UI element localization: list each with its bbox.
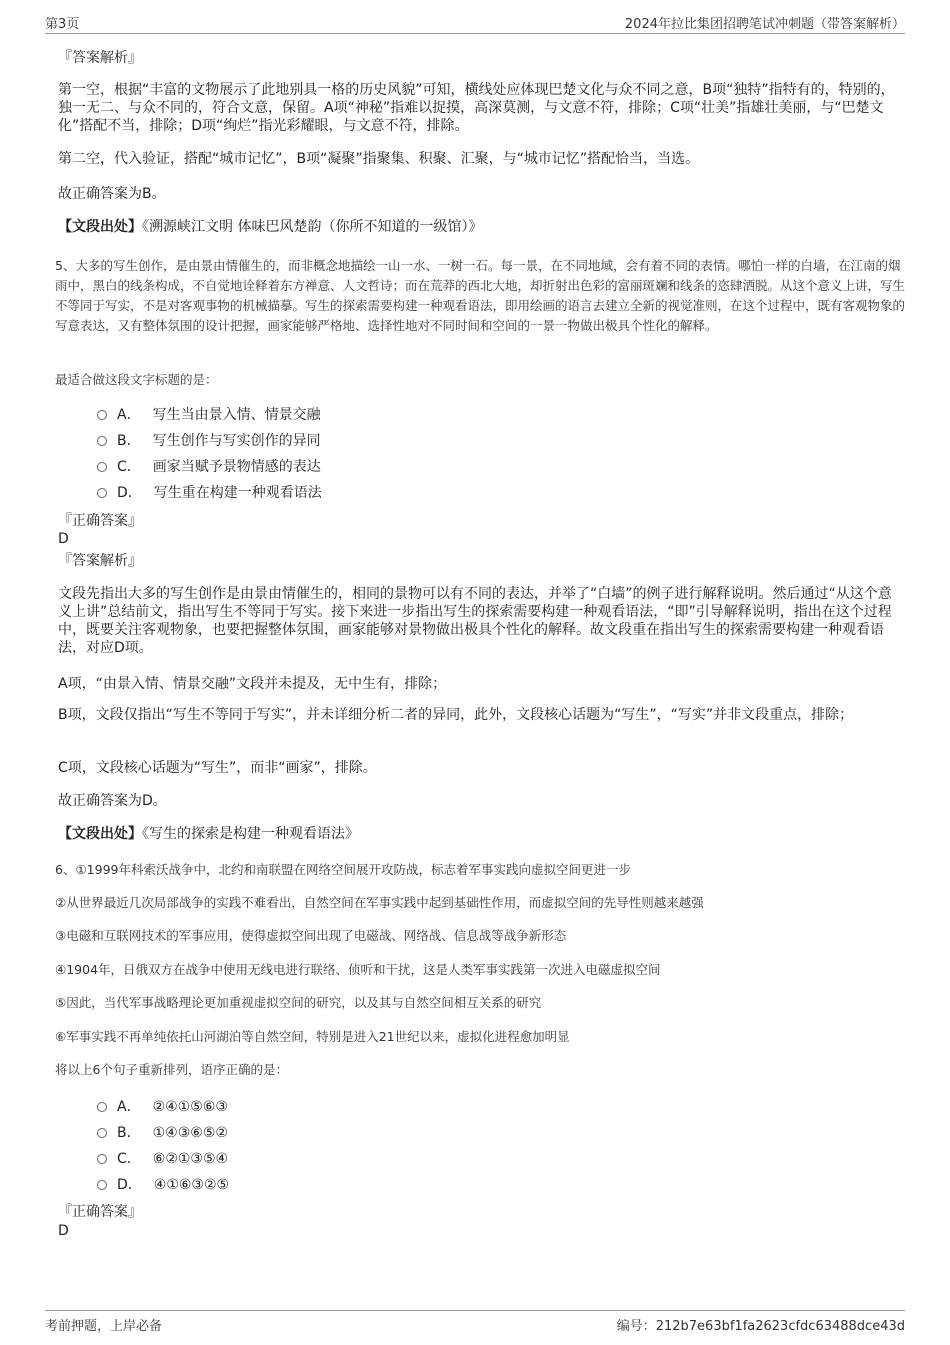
radio-icon[interactable]	[97, 488, 107, 498]
q6-sentence-5: ⑤因此，当代军事战略理论更加重视虚拟空间的研究，以及其与自然空间相互关系的研究	[55, 995, 542, 1010]
q6-sentence-3: ③电磁和互联网技术的军事应用，使得虚拟空间出现了电磁战、网络战、信息战等战争新形态	[55, 928, 567, 943]
page-header	[45, 13, 905, 34]
page-number: 第3页	[45, 17, 80, 32]
radio-icon[interactable]	[97, 1180, 107, 1190]
radio-icon[interactable]	[97, 462, 107, 472]
q5-option-c[interactable]: C． 画家当赋予景物情感的表达	[97, 458, 321, 476]
q6-sentence-1: 6、①1999年科索沃战争中，北约和南联盟在网络空间展开攻防战，标志着军事实践向虚拟空间更进一步	[55, 862, 631, 877]
q5-analysis-label: 『答案解析』	[58, 553, 142, 569]
q6-option-c[interactable]: C． ⑥②①③⑤④	[97, 1150, 228, 1168]
radio-icon[interactable]	[97, 1102, 107, 1112]
radio-icon[interactable]	[97, 1154, 107, 1164]
q4-conclusion: 故正确答案为B。	[58, 186, 166, 202]
q5-analysis-p1: 文段先指出大多的写生创作是由景由情催生的，相同的景物可以有不同的表达，并举了“白墙”的例子进行解释说明。然后通过“从这个意义上讲”总结前文，指出写生不等同于写实。接下来进一步指出写生的探索需要构建一种观看语法，“即”引导解释说明，指出在这个过程中，既要关注客观物象，也要把握整体氛围，画家能够对景物做出极具个性化的解释。故文段重在指出写生的探索需要构建一种观看语法，对应D项。	[58, 586, 892, 656]
q6-answer: D	[58, 1223, 69, 1239]
q5-analysis-a: A项，“由景入情、情景交融”文段并未提及，无中生有，排除；	[58, 676, 447, 692]
q4-source-label: 【文段出处】	[58, 219, 142, 235]
q5-analysis-c: C项，文段核心话题为“写生”，而非“画家”，排除。	[58, 760, 377, 776]
q6-answer-label: 『正确答案』	[58, 1204, 142, 1220]
q4-analysis-label: 『答案解析』	[58, 50, 142, 66]
document-title: 2024年拉比集团招聘笔试冲刺题（带答案解析）	[624, 17, 905, 32]
q4-analysis-p1: 第一空，根据“丰富的文物展示了此地别具一格的历史风貌”可知，横线处应体现巴楚文化与众不同之意，B项“独特”指特有的，特别的，独一无二、与众不同的，符合文意，保留。A项“神秘”指难以捉摸，高深莫测，与文意不符，排除；C项“壮美”指雄壮美丽，与“巴楚文化”搭配不当，排除；D项“绚烂”指光彩耀眼，与文意不符，排除。	[58, 82, 895, 134]
q5-source-label: 【文段出处】	[58, 826, 142, 842]
page-footer	[45, 1310, 905, 1336]
q4-analysis-p2: 第二空，代入验证，搭配“城市记忆”，B项“凝聚”指聚集、积聚、汇聚，与“城市记忆”搭配恰当，当选。	[58, 151, 700, 167]
q6-question: 将以上6个句子重新排列，语序正确的是：	[55, 1062, 288, 1077]
q4-source	[58, 218, 482, 236]
q6-option-d[interactable]: D． ④①⑥③②⑤	[97, 1176, 229, 1194]
radio-icon[interactable]	[97, 410, 107, 420]
radio-icon[interactable]	[97, 436, 107, 446]
q6-option-b[interactable]: B． ①④③⑥⑤②	[97, 1124, 228, 1142]
radio-icon[interactable]	[97, 1128, 107, 1138]
q5-answer: D	[58, 531, 69, 547]
q6-sentence-4: ④1904年，日俄双方在战争中使用无线电进行联络、侦听和干扰，这是人类军事实践第一次进入电磁虚拟空间	[55, 962, 661, 977]
q5-option-d[interactable]: D． 写生重在构建一种观看语法	[97, 484, 322, 502]
q6-option-a[interactable]: A． ②④①⑤⑥③	[97, 1098, 228, 1116]
q5-analysis-b: B项，文段仅指出“写生不等同于写实”，并未详细分析二者的异同，此外，文段核心话题为“写生”，“写实”并非文段重点，排除；	[58, 707, 854, 723]
q4-source-text: 《溯源峡江文明 体味巴风楚韵（你所不知道的一级馆）》	[142, 219, 483, 235]
q5-option-b[interactable]: B． 写生创作与写实创作的异同	[97, 432, 321, 450]
q5-option-a[interactable]: A． 写生当由景入情、情景交融	[97, 406, 321, 424]
q6-sentence-6: ⑥军事实践不再单纯依托山河湖泊等自然空间，特别是进入21世纪以来，虚拟化进程愈加明显	[55, 1029, 570, 1044]
q5-answer-label: 『正确答案』	[58, 513, 142, 529]
q5-source-text: 《写生的探索是构建一种观看语法》	[142, 826, 359, 842]
q6-sentence-2: ②从世界最近几次局部战争的实践不难看出，自然空间在军事实践中起到基础性作用，而虚拟空间的先导性则越来越强	[55, 895, 704, 910]
q5-conclusion: 故正确答案为D。	[58, 793, 167, 809]
q5-stem: 5、大多的写生创作，是由景由情催生的，而非概念地描绘一山一水、一树一石。每一景，在不同地域，会有着不同的表情。哪怕一样的白墙，在江南的烟雨中，黑白的线条构成，不自觉地诠释着东方禅意、人文哲诗；而在荒莽的西北大地，却折射出色彩的富丽斑斓和线条的恣肆洒脱。从这个意义上讲，写生不等同于写实，不是对客观事物的机械描摹。写生的探索需要构建一种观看语法，即用绘画的语言去建立全新的视觉准则，在这个过程中，既有客观物象的写意表达，又有整体氛围的设计把握，画家能够严格地、选择性地对不同时间和空间的一景一物做出极具个性化的解释。	[55, 258, 906, 333]
q5-question: 最适合做这段文字标题的是：	[55, 372, 218, 387]
document-code: 编号：212b7e63bf1fa2623cfdc63488dce43d	[616, 1319, 905, 1334]
footer-slogan: 考前押题，上岸必备	[45, 1319, 163, 1334]
q5-source	[58, 825, 359, 843]
